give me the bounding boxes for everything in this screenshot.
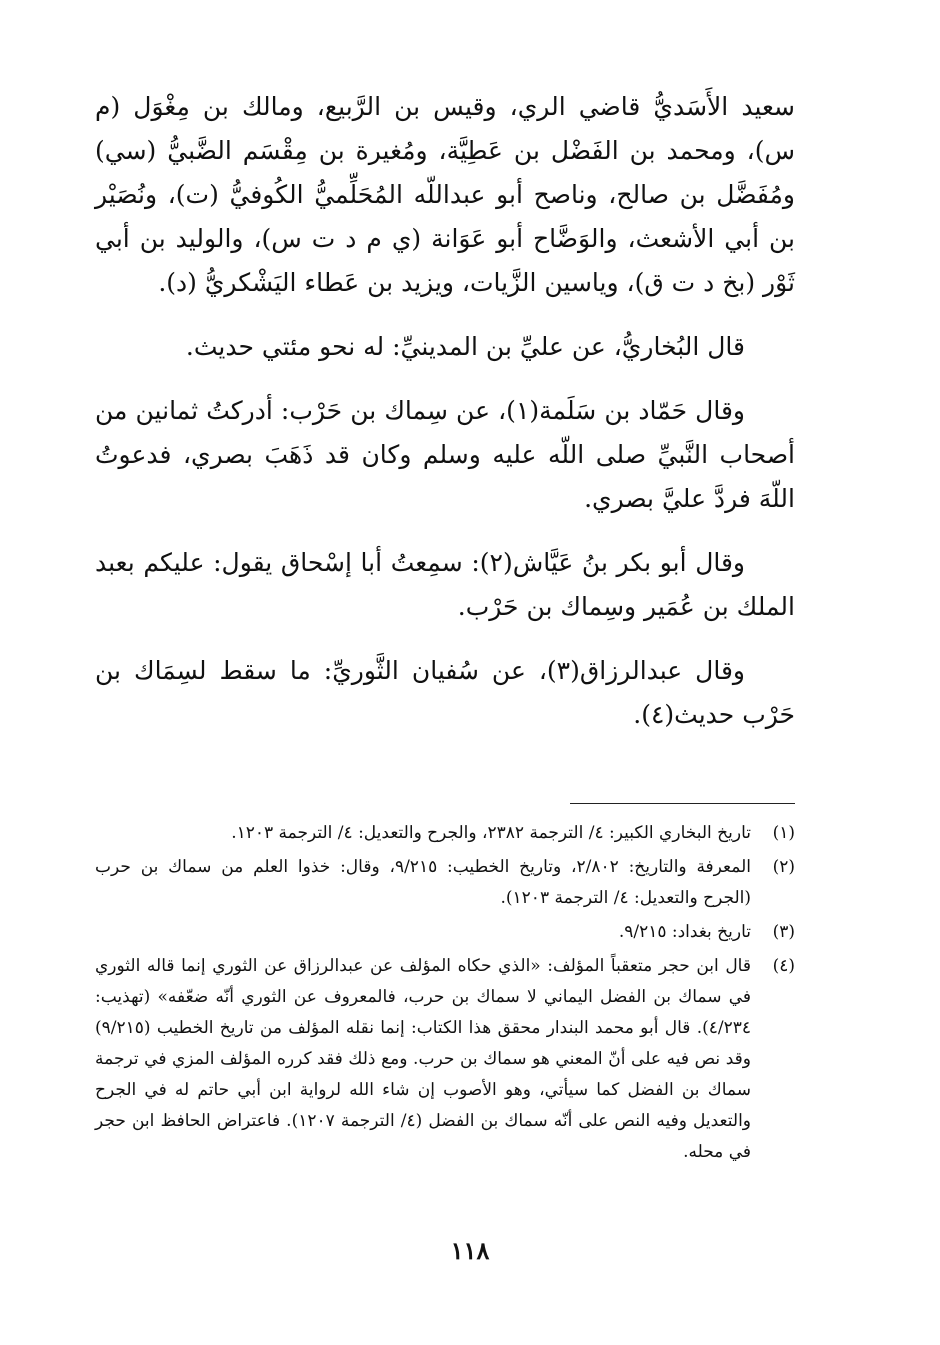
footnote-text: تاريخ بغداد: ٩/٢١٥. (618, 922, 751, 942)
footnote-text: قال ابن حجر متعقباً المؤلف: «الذي حكاه المؤلف عن عبدالرزاق عن الثوري إنما قاله الثوري في سماك بن الفضل اليماني لا سماك بن حرب، فالمعروف عن الثوري أنّه ضعّفه» (تهذيب: ٤/٢٣٤). قال أبو محمد البندار محقق هذا الكتاب: إنما نقله المؤلف من تاريخ الخطيب (٩/٢١٥) وقد نص فيه على أنّ المعني هو سماك بن حرب. ومع ذلك فقد كرره المؤلف المزي في ترجمة سماك بن الفضل كما سيأتي، وهو الأصوب إن شاء الله لرواية ابن أبي حاتم له في الجرح والتعديل وفيه النص على أنّه سماك بن الفضل (٤/ الترجمة ١٢٠٧). فاعتراض الحافظ ابن حجر في محله. (95, 956, 752, 1162)
paragraph-narrators: سعيد الأَسَديُّ قاضي الري، وقيس بن الرَّبيع، ومالك بن مِغْوَل (م س)، ومحمد بن الفَضْل بن عَطِيَّة، ومُغيرة بن مِقْسَم الضَّبيُّ (سي) ومُفَضَّل بن صالح، وناصح أبو عبداللّه المُحَلِّميُّ الكُوفيُّ (ت)، ونُصَيْر بن أبي الأشعث، والوَضَّاح أبو عَوَانة (ي م د ت س)، والوليد بن أبي ثَوْر (بخ د ت ق)، وياسين الزَّيات، ويزيد بن عَطاء اليَشْكريُّ (د). (95, 92, 795, 297)
paragraph-hammad: وقال حَمّاد بن سَلَمة(١)، عن سِماك بن حَرْب: أدركتُ ثمانين من أصحاب النَّبيِّ صلى اللّه عليه وسلم وكان قد ذَهَبَ بصري، فدعوتُ اللّهَ فردَّ عليَّ بصري. (95, 396, 795, 513)
footnote-number: (٤) (772, 956, 795, 976)
footnote-number: (٢) (772, 857, 795, 877)
footnote-3 (95, 917, 795, 948)
footnote-number: (٣) (772, 922, 795, 942)
paragraph-abdulrazzaq: وقال عبدالرزاق(٣)، عن سُفيان الثَّوريِّ: ما سقط لسِمَاك بن حَرْب حديث(٤). (95, 656, 795, 729)
footnotes (95, 818, 795, 1171)
paragraph-bukhari: قال البُخاريُّ، عن عليِّ بن المدينيِّ: له نحو مئتي حديث. (185, 332, 745, 361)
footnote-divider (570, 803, 795, 804)
footnote-text: المعرفة والتاريخ: ٢/٨٠٢، وتاريخ الخطيب: ٩/٢١٥، وقال: خذوا العلم من سماك بن حرب (الجرح والتعديل: ٤/ الترجمة ١٢٠٣). (95, 857, 751, 908)
page-body (95, 85, 795, 757)
footnote-4 (95, 951, 795, 1168)
footnote-text: تاريخ البخاري الكبير: ٤/ الترجمة ٢٣٨٢، والجرح والتعديل: ٤/ الترجمة ١٢٠٣. (231, 823, 751, 843)
footnote-1 (95, 818, 795, 849)
footnote-number: (١) (772, 823, 795, 843)
footnote-2 (95, 852, 795, 914)
paragraph-abu-bakr: وقال أبو بكر بنُ عَيَّاش(٢): سمِعتُ أبا إسْحاق يقول: عليكم بعبد الملك بن عُمَير وسِماك بن حَرْب. (95, 548, 795, 621)
page-number: ١١٨ (450, 1236, 490, 1265)
main-text (95, 85, 795, 737)
